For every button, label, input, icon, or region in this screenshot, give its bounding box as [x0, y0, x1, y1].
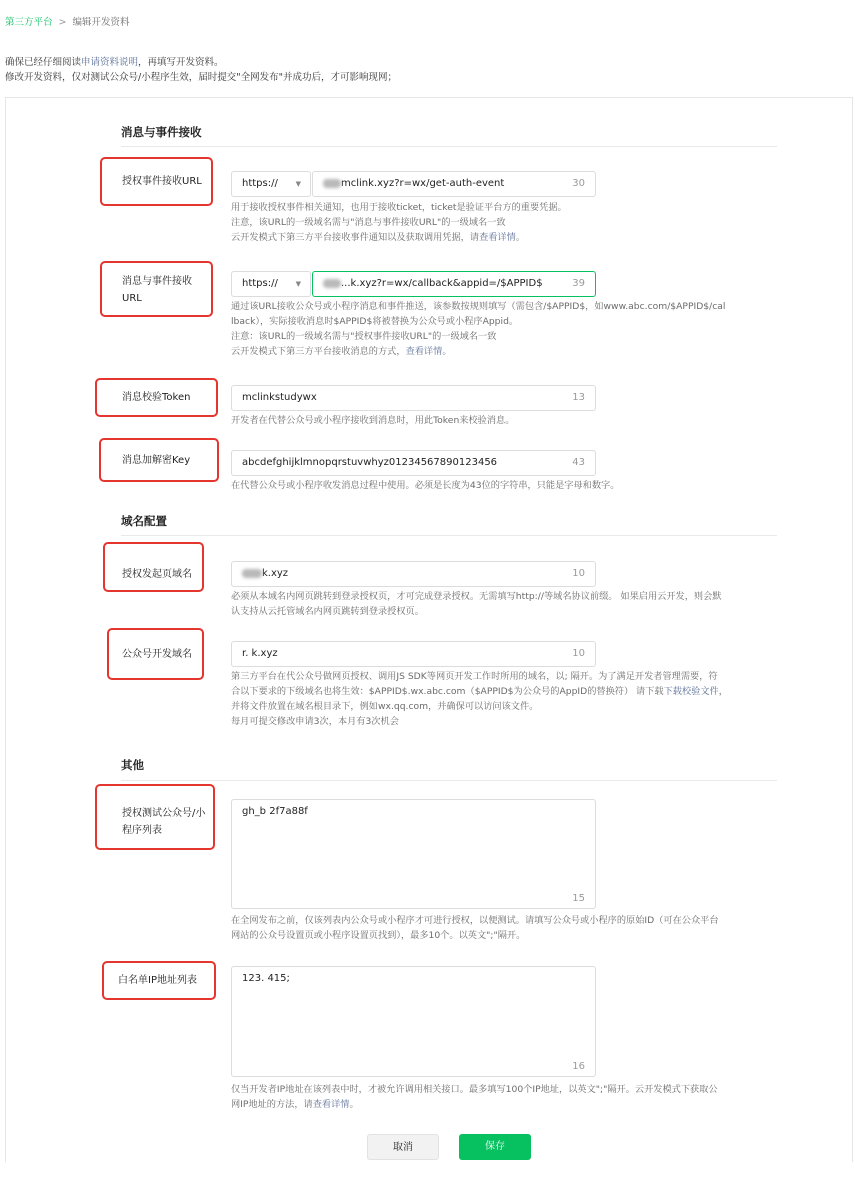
msg-url-desc-4: [231, 344, 452, 359]
desc-text: 。: [515, 232, 525, 243]
msg-event-url-input[interactable]: [312, 271, 596, 297]
msg-event-url-label: 消息与事件接收URL: [122, 276, 192, 304]
breadcrumb-separator: >: [58, 17, 67, 28]
auth-event-url-label: 授权事件接收URL: [122, 176, 202, 187]
msg-url-desc-1: 通过该URL接收公众号或小程序消息和事件推送，该参数按规则填写（需包含/$APPID$，如www.abc.com/$APPID$/cal: [231, 301, 726, 312]
char-count: 39: [572, 278, 585, 289]
token-input[interactable]: [231, 385, 596, 411]
notice-line-2: 修改开发资料，仅对测试公众号/小程序生效，届时提交"全网发布"并成功后，才可影响现网；: [5, 72, 397, 83]
view-details-link[interactable]: 查看详情: [312, 1099, 350, 1110]
dev-domain-desc-4: 每月可提交修改申请3次，本月有3次机会: [231, 716, 399, 727]
char-count: 30: [572, 178, 585, 189]
test-list-desc-2: 网站的公众号设置页或小程序设置页找到），最多10个。以英文";"隔开。: [231, 930, 526, 941]
input-value: r. k.xyz: [242, 648, 278, 659]
auth-domain-desc-2: 认支持从云托管域名内网页跳转到登录授权页。: [231, 606, 424, 617]
chevron-down-icon: ▼: [295, 280, 301, 288]
auth-domain-label: 授权发起页域名: [122, 569, 192, 580]
desc-text: 云开发模式下第三方平台接收事件通知以及获取调用凭据，请: [231, 232, 480, 243]
auth-domain-input[interactable]: [231, 561, 596, 587]
notice-text: ，再填写开发资料。: [138, 57, 224, 68]
input-value: k.xyz: [262, 568, 289, 579]
dev-domain-desc-2: [231, 684, 728, 699]
desc-text: ，: [718, 686, 728, 697]
breadcrumb: [5, 14, 130, 28]
msg-url-protocol-select[interactable]: [231, 271, 311, 297]
input-value: mclink.xyz?r=wx/get-auth-event: [341, 178, 505, 189]
desc-text: 云开发模式下第三方平台接收消息的方式，: [231, 346, 406, 357]
notice-text: 确保已经仔细阅读: [5, 57, 82, 68]
msg-url-desc-3: 注意：该URL的一级域名需与"授权事件接收URL"的一级域名一致: [231, 331, 497, 342]
ip-whitelist-desc-2: [231, 1097, 359, 1112]
char-count: 15: [572, 893, 585, 904]
desc-text: 网IP地址的方法，请: [231, 1099, 313, 1110]
auth-url-protocol-select[interactable]: [231, 171, 311, 197]
notice-line-1: [5, 54, 224, 68]
download-verify-file-link[interactable]: 下载校验文件: [663, 686, 719, 697]
chevron-down-icon: ▼: [295, 180, 301, 188]
input-value: abcdefghijklmnopqrstuvwhyz01234567890123456: [242, 457, 498, 468]
desc-text: 。: [442, 346, 452, 357]
auth-url-desc-3: [231, 230, 525, 245]
ip-whitelist-textarea[interactable]: [231, 966, 596, 1077]
aes-key-input[interactable]: [231, 450, 596, 476]
section-divider: [121, 146, 777, 147]
desc-text: 合以下要求的下级域名也将生效：$APPID$.wx.abc.com（$APPID$为公众号的AppID的替换符） 请下载: [231, 686, 664, 697]
input-value: mclinkstudywx: [242, 392, 317, 403]
aes-key-desc: 在代替公众号或小程序收发消息过程中使用。必须是长度为43位的字符串，只能是字母和数字。: [231, 480, 620, 491]
protocol-value: https://: [242, 278, 278, 289]
auth-event-url-input[interactable]: [312, 171, 596, 197]
token-label: 消息校验Token: [122, 392, 191, 403]
ip-whitelist-desc-1: 仅当开发者IP地址在该列表中时，才被允许调用相关接口。最多填写100个IP地址，以英文";"隔开。云开发模式下获取公: [231, 1084, 718, 1095]
cancel-button[interactable]: 取消: [367, 1134, 439, 1160]
breadcrumb-parent-link[interactable]: 第三方平台: [5, 17, 53, 28]
dev-domain-label: 公众号开发域名: [122, 649, 192, 660]
aes-key-label: 消息加解密Key: [122, 455, 191, 466]
section-divider: [121, 780, 777, 781]
save-button[interactable]: 保存: [459, 1134, 531, 1160]
section-title-events: 消息与事件接收: [121, 125, 202, 139]
char-count: 10: [572, 568, 585, 579]
test-list-desc-1: 在全网发布之前，仅该列表内公众号或小程序才可进行授权，以便测试。请填写公众号或小程序的原始ID（可在公众平台: [231, 915, 719, 926]
section-title-other: 其他: [121, 758, 144, 772]
dev-domain-input[interactable]: [231, 641, 596, 667]
test-list-label: 授权测试公众号/小程序列表: [122, 808, 206, 836]
char-count: 13: [572, 392, 585, 403]
redacted-mask: [242, 569, 262, 578]
view-details-link[interactable]: 查看详情: [405, 346, 443, 357]
dev-domain-desc-3: 并将文件放置在域名根目录下，例如wx.qq.com，并确保可以访问该文件。: [231, 701, 539, 712]
breadcrumb-current: 编辑开发资料: [72, 17, 130, 28]
dev-domain-desc-1: 第三方平台在代公众号做网页授权、调用JS SDK等网页开发工作时所用的域名，以; 隔开。为了满足开发者管理需要，符: [231, 671, 718, 682]
test-list-textarea[interactable]: [231, 799, 596, 909]
auth-url-desc-2: 注意，该URL的一级域名需与"消息与事件接收URL"的一级域名一致: [231, 217, 506, 228]
section-title-domain: 域名配置: [121, 514, 167, 528]
input-value: 123. 415;: [242, 973, 290, 984]
redacted-mask: [323, 279, 341, 288]
auth-domain-desc-1: 必须从本域名内网页跳转到登录授权页，才可完成登录授权。无需填写http://等域名协议前缀。 如果启用云开发，则会默: [231, 591, 722, 602]
protocol-value: https://: [242, 178, 278, 189]
desc-text: 。: [349, 1099, 359, 1110]
char-count: 10: [572, 648, 585, 659]
view-details-link[interactable]: 查看详情: [479, 232, 516, 243]
char-count: 43: [572, 457, 585, 468]
redacted-mask: [323, 179, 341, 188]
auth-url-desc-1: 用于接收授权事件相关通知，也用于接收ticket，ticket是验证平台方的重要凭据。: [231, 202, 567, 213]
apply-info-link[interactable]: 申请资料说明: [81, 57, 139, 68]
char-count: 16: [572, 1061, 585, 1072]
token-desc: 开发者在代替公众号或小程序接收到消息时，用此Token来校验消息。: [231, 415, 515, 426]
section-divider: [121, 535, 777, 536]
input-value: gh_b 2f7a88f: [242, 806, 308, 817]
input-value: ...k.xyz?r=wx/callback&appid=/$APPID$: [341, 278, 543, 289]
msg-url-desc-2: lback），实际接收消息时$APPID$将被替换为公众号或小程序Appid。: [231, 316, 519, 327]
ip-whitelist-label: 白名单IP地址列表: [118, 975, 197, 986]
